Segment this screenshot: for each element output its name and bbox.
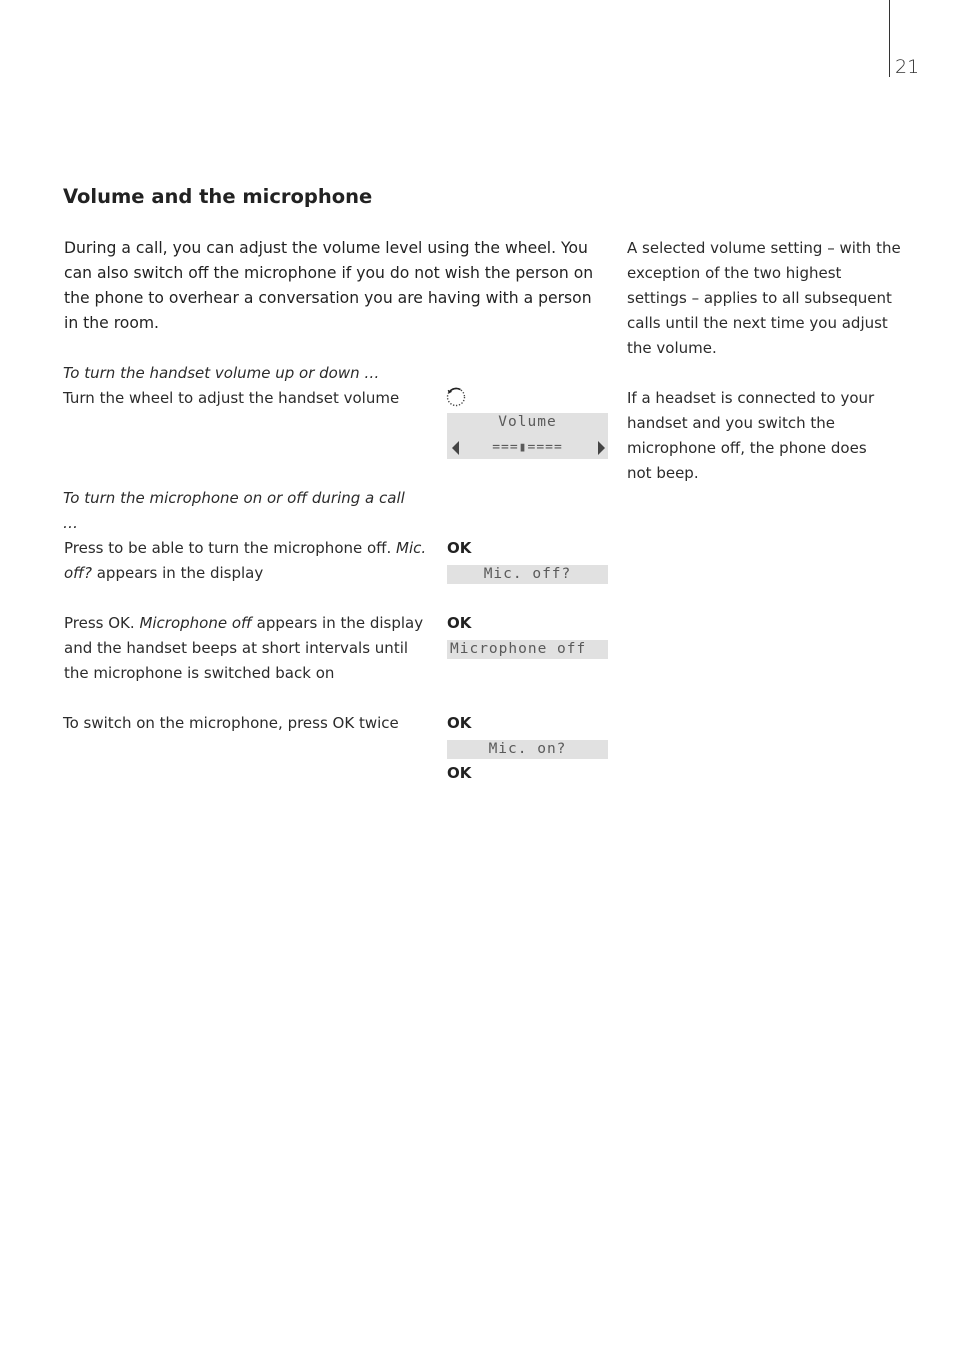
sidebar-note-volume: A selected volume setting – with the exception of the two highest settings – applies to all subsequent calls until the next time you adjust the volume. — [627, 239, 901, 357]
volume-section-heading: To turn the handset volume up or down … — [63, 364, 380, 382]
volume-level-bar: ===▮==== — [492, 440, 563, 455]
page-number: 21 — [895, 56, 920, 78]
volume-display-label: Volume — [498, 414, 557, 430]
page-title: Volume and the microphone — [63, 185, 373, 208]
microphone-section-heading: To turn the microphone on or off during a call … — [63, 489, 405, 532]
ok-key-label: OK — [447, 614, 472, 632]
ok-key-label: OK — [447, 714, 472, 732]
left-arrow-icon — [452, 441, 459, 455]
step3-text: To switch on the microphone, press OK twice — [63, 714, 399, 732]
sidebar-note-headset: If a headset is connected to your handset and you switch the microphone off, the phone does not beep. — [627, 389, 875, 482]
intro-paragraph: During a call, you can adjust the volume level using the wheel. You can also switch off the microphone if you do not wish the person on the phone to overhear a conversation you are having with a person in the room. — [64, 239, 594, 332]
volume-display — [447, 413, 608, 459]
volume-instruction: Turn the wheel to adjust the handset volume — [63, 389, 400, 407]
step1-text: Press to be able to turn the microphone off. Mic. off? appears in the display — [64, 539, 427, 582]
display-microphone-off: Microphone off — [447, 640, 608, 659]
wheel-icon — [445, 386, 467, 408]
step2-text: Press OK. Microphone off appears in the display and the handset beeps at short intervals until the microphone is switched back on — [64, 614, 424, 682]
page-rule — [889, 0, 890, 77]
display-mic-off-prompt: Mic. off? — [447, 565, 608, 584]
right-arrow-icon — [598, 441, 605, 455]
ok-key-label: OK — [447, 764, 472, 782]
display-mic-on-prompt: Mic. on? — [447, 740, 608, 759]
ok-key-label: OK — [447, 539, 472, 557]
